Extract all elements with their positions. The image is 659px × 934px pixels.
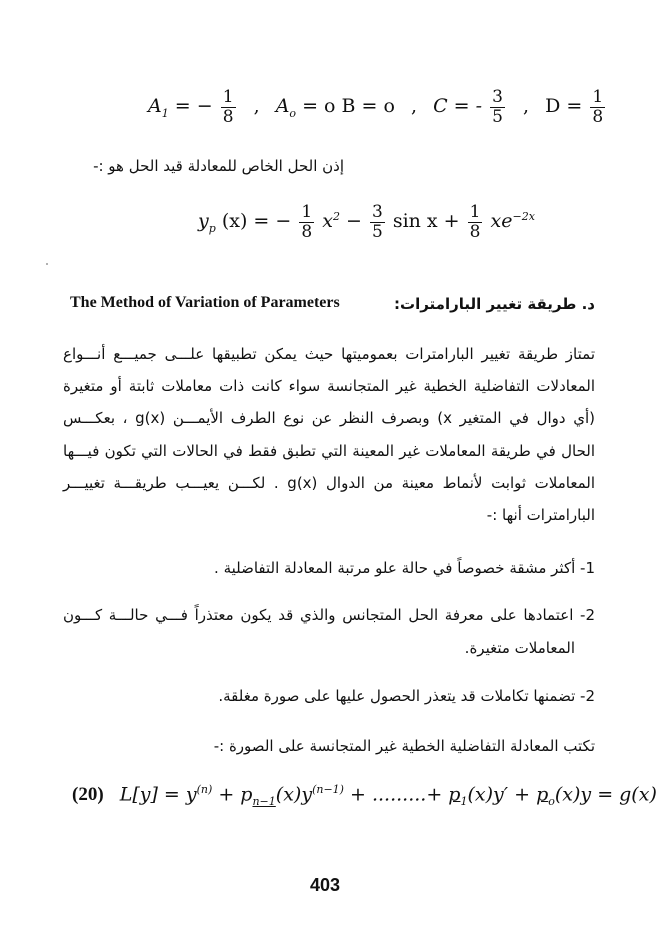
fraction-term3: $\frac{1}{8}$ [469,202,481,242]
paragraph-line-2: المعادلات التفاضلية الخطية غير المتجانسة سواء كانت ذات معاملات ثابتة أو متغيرة [63,377,595,395]
section-title-arabic: د. طريقة تغيير البارامترات: [394,295,595,313]
list-item-3: 2- تضمنها تكاملات قد يتعذر الحصول عليها على صورة مغلقة. [218,687,595,705]
intro-line: إذن الحل الخاص للمعادلة قيد الحل هو :- [93,157,344,175]
paragraph-line-6: البارامترات أنها :- [486,506,595,524]
margin-dot [46,263,48,265]
fraction-a1: $\frac{1}{8}$ [222,87,234,127]
fraction-term1: $\frac{1}{8}$ [301,202,313,242]
paragraph-line-1: تمتاز طريقة تغيير البارامترات بعموميتها حيث يمكن تطبيقها علـــى جميـــع أنـــواع [63,345,595,363]
list-item-1: 1- أكثر مشقة خصوصاً في حالة علو مرتبة المعادلة التفاضلية . [214,559,595,577]
paragraph-line-4: الحال في طريقة المعاملات غير المعينة التي تطبق فقط في الحالات التي تكون فيـــها [63,442,595,460]
paragraph-line-5: المعاملات ثوابت لأنماط معينة من الدوال g(x) . لكـــن يعيـــب طريقـــة تغييـــر [63,474,596,492]
constants-equation: $A_1$ = − $\frac{1}{8}$ , $A_o = o$ B = o , C = - $\frac{3}{5}$ , D = $\frac{1}{8}$ [148,87,604,127]
section-title-english: The Method of Variation of Parameters [70,294,340,311]
fraction-term2: $\frac{3}{5}$ [371,202,383,242]
general-form-equation: (20) $L[y] = y^{(n)} + p_{n-1}(x)y^{(n-1)}$ + .........+ $p_1(x)y' + p_o(x)y = g(x)$ [72,783,657,809]
equation-number: (20) [72,784,104,806]
paragraph-line-3: (أي دوال في المتغير x) وبصرف النظر عن نوع الطرف الأيمـــن g(x) ، بعكـــس [63,409,595,427]
list-item-2-continued: المعاملات متغيرة. [464,639,575,657]
fraction-c: $\frac{3}{5}$ [492,87,503,127]
list-item-2: 2- اعتمادها على معرفة الحل المتجانس والذي قد يكون معتذراً فـــي حالـــة كـــون [63,606,595,624]
fraction-d: $\frac{1}{8}$ [592,87,604,127]
form-line: تكتب المعادلة التفاضلية الخطية غير المتجانسة على الصورة :- [213,737,595,755]
particular-solution-equation: $y_p$ (x) = − $\frac{1}{8}$ $x^2$ − $\frac{3}{5}$ sin x + $\frac{1}{8}$ $xe^{-2x}$ [198,202,535,242]
page-number: 403 [310,875,341,895]
